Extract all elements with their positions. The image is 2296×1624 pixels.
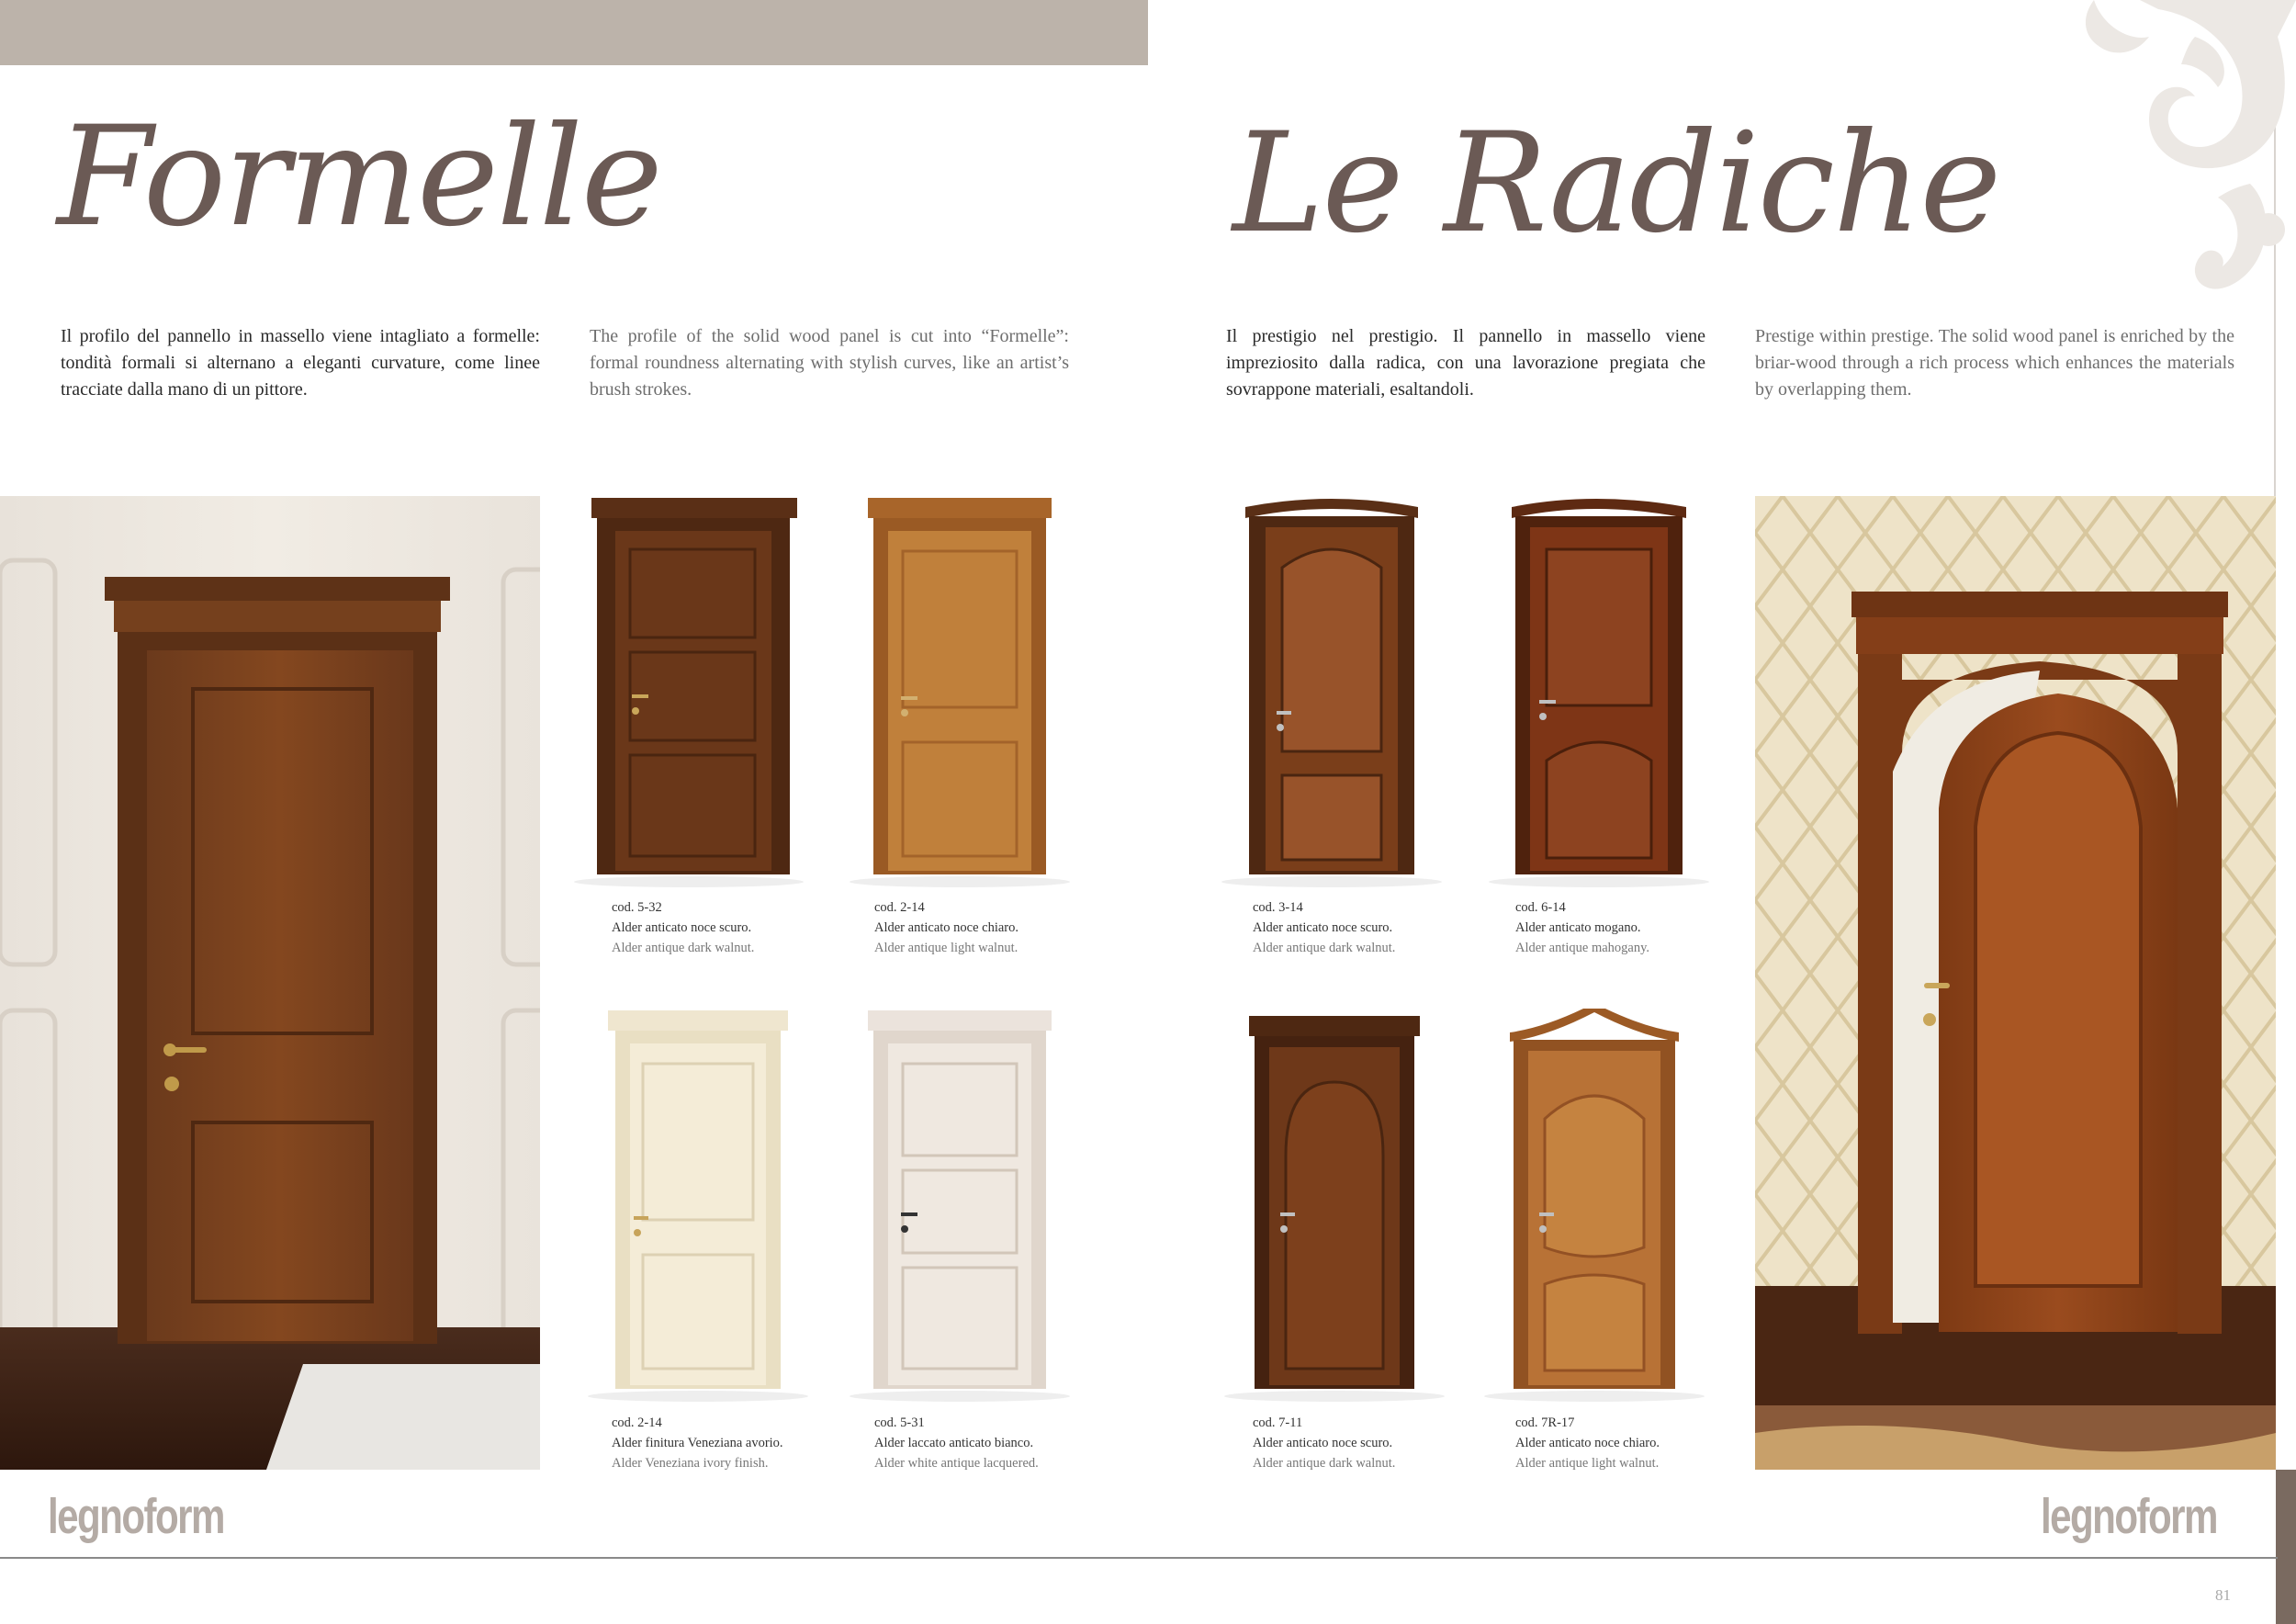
caption-door-7r-17 bbox=[1515, 1413, 1660, 1473]
caption-code: cod. 5-31 bbox=[874, 1415, 925, 1430]
caption-english: Alder Veneziana ivory finish. bbox=[612, 1456, 769, 1471]
caption-italian: Alder anticato noce chiaro. bbox=[1515, 1436, 1660, 1450]
left-text-italian: Il profilo del pannello in massello viene intagliato a formelle: tondità formali si alternano a eleganti curvature, come linee tracciate dalla mano di un pittore. bbox=[61, 326, 540, 400]
caption-door-5-31 bbox=[874, 1413, 1039, 1473]
door-7r-17-image bbox=[1475, 1009, 1714, 1404]
caption-italian: Alder anticato noce scuro. bbox=[1253, 920, 1393, 935]
legnoform-logo-left: legnoform bbox=[48, 1489, 224, 1544]
door-5-31-image bbox=[831, 1009, 1070, 1404]
caption-door-3-14 bbox=[1253, 897, 1395, 958]
caption-italian: Alder anticato noce scuro. bbox=[1253, 1436, 1393, 1450]
top-color-band bbox=[0, 0, 1148, 65]
caption-english: Alder antique mahogany. bbox=[1515, 941, 1650, 955]
caption-code: cod. 2-14 bbox=[612, 1415, 662, 1430]
caption-code: cod. 7R-17 bbox=[1515, 1415, 1575, 1430]
door-6-14-image bbox=[1475, 494, 1714, 889]
door-5-32-image bbox=[569, 494, 808, 889]
caption-english: Alder antique dark walnut. bbox=[612, 941, 755, 955]
caption-code: cod. 6-14 bbox=[1515, 900, 1566, 915]
caption-italian: Alder anticato mogano. bbox=[1515, 920, 1641, 935]
door-7-11-image bbox=[1212, 1009, 1451, 1404]
left-title: Formelle bbox=[57, 97, 661, 257]
caption-door-7-11 bbox=[1253, 1413, 1395, 1473]
le-radiche-room-photo bbox=[1755, 496, 2276, 1470]
caption-english: Alder white antique lacquered. bbox=[874, 1456, 1039, 1471]
caption-code: cod. 3-14 bbox=[1253, 900, 1303, 915]
caption-code: cod. 2-14 bbox=[874, 900, 925, 915]
caption-english: Alder antique light walnut. bbox=[1515, 1456, 1660, 1471]
footer-divider bbox=[0, 1557, 2278, 1559]
page-number: 81 bbox=[2215, 1586, 2231, 1604]
caption-italian: Alder finitura Veneziana avorio. bbox=[612, 1436, 783, 1450]
caption-italian: Alder laccato anticato bianco. bbox=[874, 1436, 1034, 1450]
right-title: Le Radiche bbox=[1232, 104, 2000, 264]
left-text-english: The profile of the solid wood panel is cut into “Formelle”: formal roundness alternating with stylish curves, like an artist’s brush strokes. bbox=[590, 326, 1069, 400]
caption-italian: Alder anticato noce scuro. bbox=[612, 920, 752, 935]
formelle-room-photo bbox=[0, 496, 540, 1470]
right-text-english: Prestige within prestige. The solid wood panel is enriched by the briar-wood through a rich process which enhances the materials by overlapping them. bbox=[1755, 326, 2234, 400]
ornament-swirl bbox=[1975, 0, 2296, 303]
caption-door-2-14-ivory bbox=[612, 1413, 783, 1473]
door-2-14-light-image bbox=[831, 494, 1070, 889]
door-2-14-ivory-image bbox=[569, 1009, 808, 1404]
door-3-14-image bbox=[1212, 494, 1451, 889]
right-edge-band bbox=[2276, 1470, 2296, 1624]
caption-door-5-32 bbox=[612, 897, 754, 958]
legnoform-logo-right: legnoform bbox=[2041, 1489, 2217, 1544]
caption-code: cod. 5-32 bbox=[612, 900, 662, 915]
caption-door-2-14-light bbox=[874, 897, 1019, 958]
right-text-italian: Il prestigio nel prestigio. Il pannello in massello viene impreziosito dalla radica, con una lavorazione pregiata che sovrappone materiali, esaltandoli. bbox=[1226, 326, 1705, 400]
caption-door-6-14 bbox=[1515, 897, 1649, 958]
caption-english: Alder antique light walnut. bbox=[874, 941, 1019, 955]
caption-italian: Alder anticato noce chiaro. bbox=[874, 920, 1019, 935]
caption-english: Alder antique dark walnut. bbox=[1253, 941, 1396, 955]
caption-english: Alder antique dark walnut. bbox=[1253, 1456, 1396, 1471]
caption-code: cod. 7-11 bbox=[1253, 1415, 1303, 1430]
